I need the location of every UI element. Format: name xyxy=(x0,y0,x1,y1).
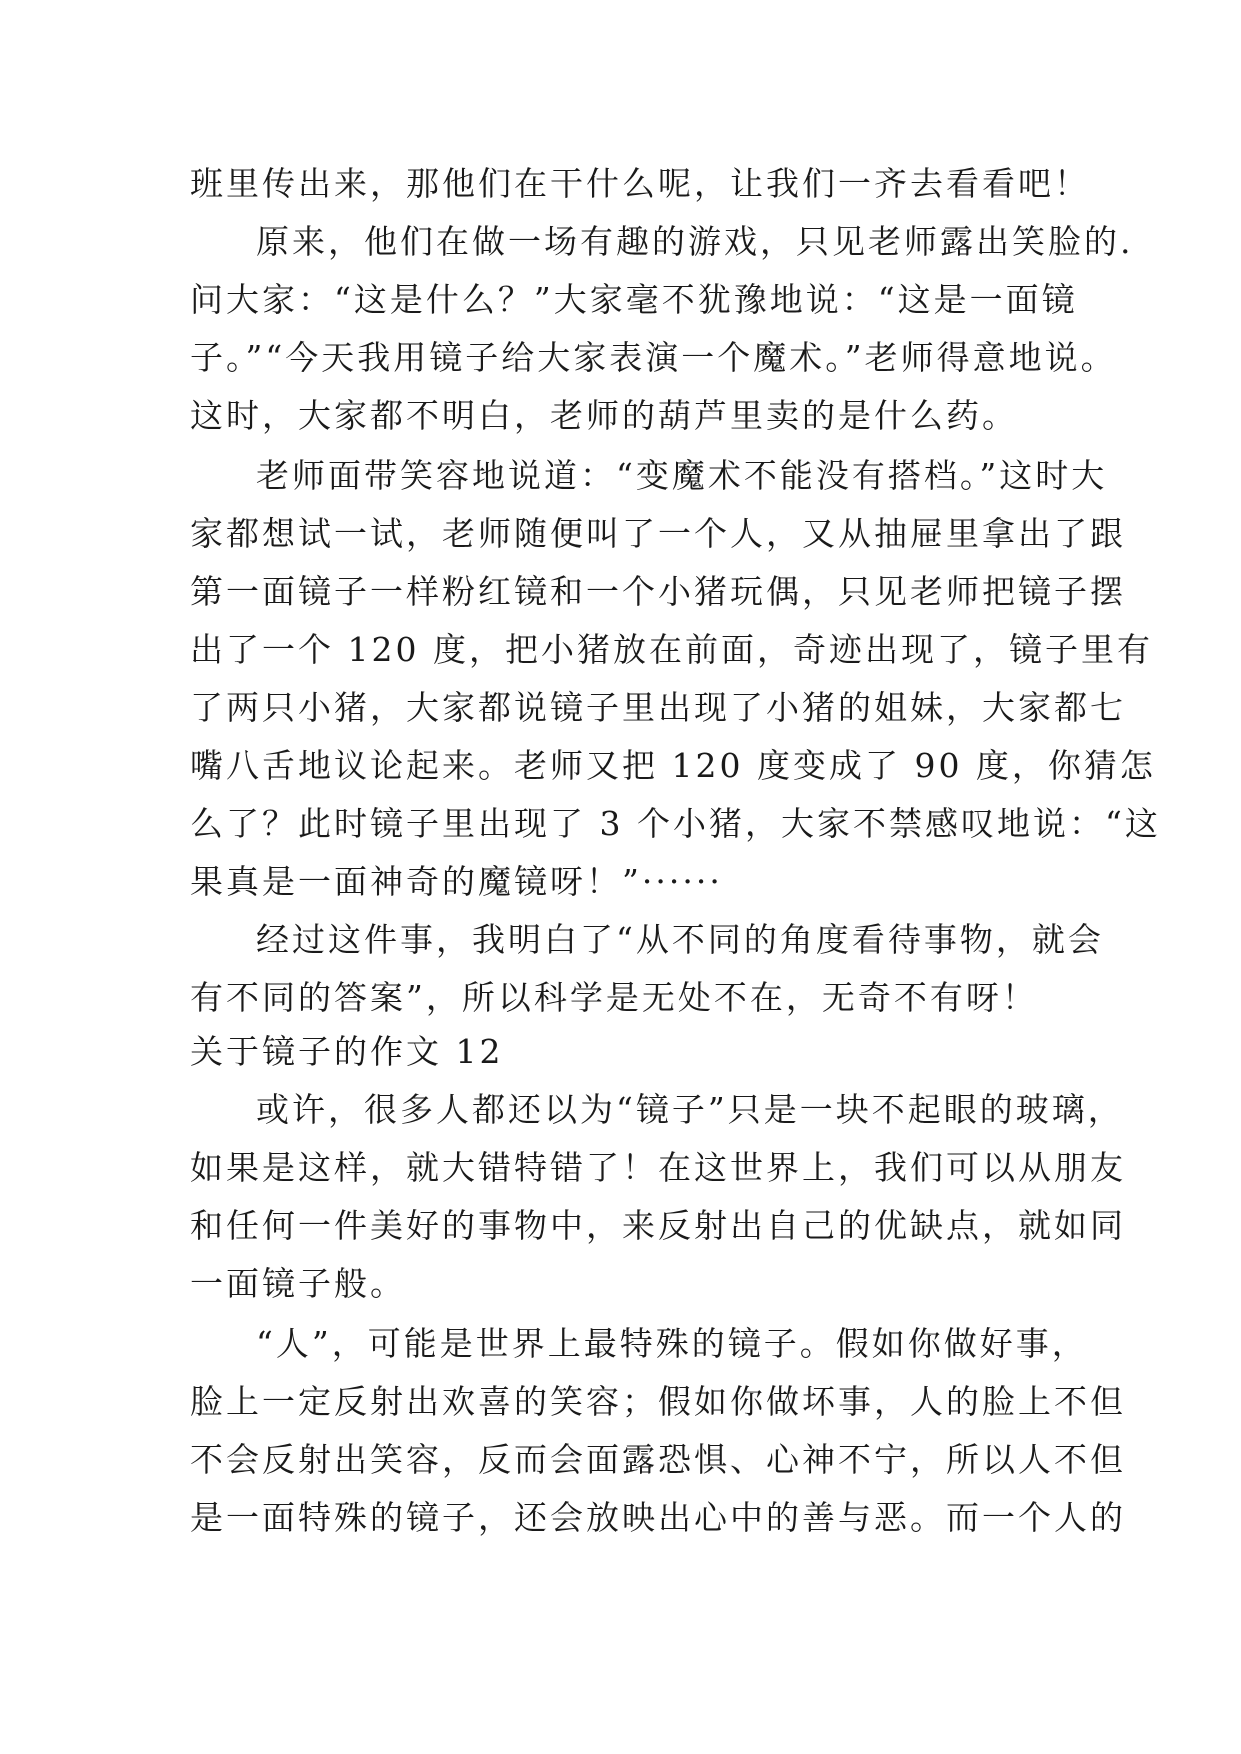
text-line: 嘴八舌地议论起来。老师又把 120 度变成了 90 度，你猜怎 xyxy=(190,746,1156,785)
text-line: 出了一个 120 度，把小猪放在前面，奇迹出现了，镜子里有 xyxy=(190,630,1153,669)
paragraph-start-line: 或许，很多人都还以为“镜子”只是一块不起眼的玻璃， xyxy=(256,1090,1124,1129)
paragraph-start-line: 老师面带笑容地说道：“变魔术不能没有搭档。”这时大 xyxy=(256,456,1108,495)
text-line: 一面镜子般。 xyxy=(190,1264,406,1303)
text-line: 有不同的答案”，所以科学是无处不在，无奇不有呀！ xyxy=(190,978,1038,1017)
text-line: 家都想试一试，老师随便叫了一个人，又从抽屉里拿出了跟 xyxy=(190,514,1126,553)
text-line: 了两只小猪，大家都说镜子里出现了小猪的姐妹，大家都七 xyxy=(190,688,1126,727)
paragraph-start-line: 经过这件事，我明白了“从不同的角度看待事物，就会 xyxy=(256,920,1104,959)
paragraph-start-line: 原来，他们在做一场有趣的游戏，只见老师露出笑脸的. xyxy=(256,222,1134,261)
text-line: 如果是这样，就大错特错了！在这世界上，我们可以从朋友 xyxy=(190,1148,1126,1187)
text-line: 果真是一面神奇的魔镜呀！”······ xyxy=(190,862,723,901)
paragraph-start-line: “人”，可能是世界上最特殊的镜子。假如你做好事， xyxy=(256,1324,1088,1363)
text-line: 和任何一件美好的事物中，来反射出自己的优缺点，就如同 xyxy=(190,1206,1126,1245)
text-line: 是一面特殊的镜子，还会放映出心中的善与恶。而一个人的 xyxy=(190,1498,1126,1537)
text-line: 不会反射出笑容，反而会面露恐惧、心神不宁，所以人不但 xyxy=(190,1440,1126,1479)
text-line: 问大家：“这是什么？”大家毫不犹豫地说：“这是一面镜 xyxy=(190,280,1078,319)
text-line: 脸上一定反射出欢喜的笑容；假如你做坏事，人的脸上不但 xyxy=(190,1382,1126,1421)
text-line: 这时，大家都不明白，老师的葫芦里卖的是什么药。 xyxy=(190,396,1018,435)
text-line: 子。”“今天我用镜子给大家表演一个魔术。”老师得意地说。 xyxy=(190,338,1117,377)
section-heading: 关于镜子的作文 12 xyxy=(190,1032,504,1071)
text-line: 第一面镜子一样粉红镜和一个小猪玩偶，只见老师把镜子摆 xyxy=(190,572,1126,611)
text-line: 么了？此时镜子里出现了 3 个小猪，大家不禁感叹地说：“这 xyxy=(190,804,1161,843)
text-line: 班里传出来，那他们在干什么呢，让我们一齐去看看吧！ xyxy=(190,164,1090,203)
